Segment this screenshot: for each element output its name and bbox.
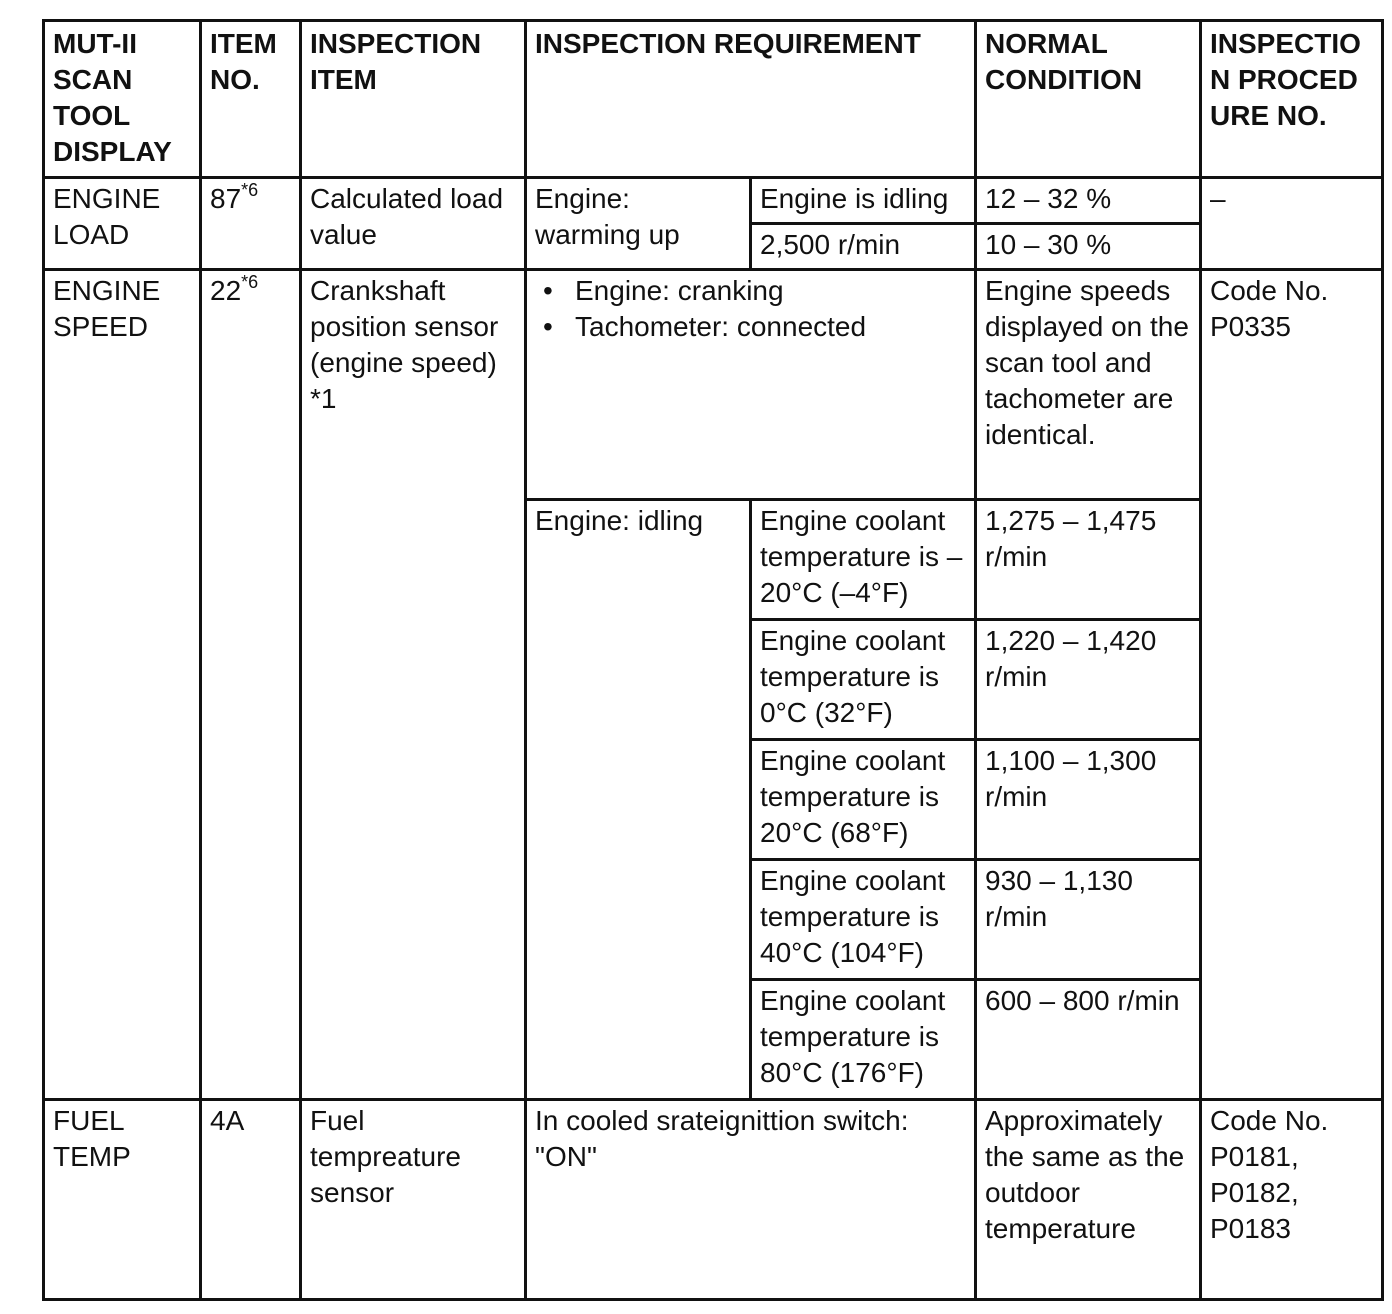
engine-speed-cranking-normal: Engine speeds displayed on the scan tool and tachometer are identical.	[976, 270, 1201, 500]
idling-sub-condition: Engine coolant temperature is –20°C (–4°F)	[751, 500, 976, 620]
item-no-value: 87	[210, 183, 242, 214]
idling-normal: 930 – 1,130 r/min	[976, 860, 1201, 980]
engine-load-item-no	[201, 178, 301, 270]
engine-load-item: Calculated load value	[301, 178, 526, 270]
procedure-line: P0182,	[1210, 1177, 1299, 1208]
engine-load-requirement: Engine: warming up	[526, 178, 751, 270]
list-item: • Engine: cranking	[535, 273, 966, 309]
engine-load-sub-condition: 2,500 r/min	[751, 224, 976, 270]
procedure-line: P0183	[1210, 1213, 1291, 1244]
idling-sub-condition: Engine coolant temperature is 20°C (68°F)	[751, 740, 976, 860]
header-procedure-no: INSPECTION PROCEDURE NO.	[1201, 21, 1383, 178]
footnote-ref: *6	[241, 272, 259, 292]
header-inspection-item: INSPECTION ITEM	[301, 21, 526, 178]
footnote-ref: *1	[310, 383, 337, 414]
engine-load-normal: 12 – 32 %	[976, 178, 1201, 224]
fuel-temp-item-no: 4A	[201, 1100, 301, 1300]
table-row	[44, 178, 1383, 224]
fuel-temp-item: Fuel tempreature sensor	[301, 1100, 526, 1300]
inspection-spec-table	[42, 19, 1384, 1301]
idling-normal: 1,100 – 1,300 r/min	[976, 740, 1201, 860]
fuel-temp-procedure	[1201, 1100, 1383, 1300]
engine-speed-procedure: Code No. P0335	[1201, 270, 1383, 1100]
engine-speed-item-text: Crankshaft position sensor (engine speed)	[310, 275, 499, 378]
header-item-no: ITEM NO.	[201, 21, 301, 178]
fuel-temp-normal: Approximately the same as the outdoor temperature	[976, 1100, 1201, 1300]
header-normal-condition: NORMAL CONDITION	[976, 21, 1201, 178]
header-inspection-requirement: INSPECTION REQUIREMENT	[526, 21, 976, 178]
footnote-ref: *6	[241, 180, 259, 200]
engine-speed-idling-requirement: Engine: idling	[526, 500, 751, 1100]
procedure-line: Code No.	[1210, 1105, 1329, 1136]
engine-speed-cranking-requirement	[526, 270, 976, 500]
engine-speed-display: ENGINE SPEED	[44, 270, 201, 1100]
list-item: • Tachometer: connected	[535, 309, 966, 345]
table-row	[44, 270, 1383, 500]
fuel-temp-display: FUEL TEMP	[44, 1100, 201, 1300]
engine-speed-item	[301, 270, 526, 1100]
item-no-value: 22	[210, 275, 242, 306]
header-scan-display: MUT-II SCAN TOOL DISPLAY	[44, 21, 201, 178]
table-row	[44, 1100, 1383, 1300]
requirement-bullet-list	[535, 273, 966, 345]
idling-normal: 1,220 – 1,420 r/min	[976, 620, 1201, 740]
idling-normal: 1,275 – 1,475 r/min	[976, 500, 1201, 620]
engine-load-sub-condition: Engine is idling	[751, 178, 976, 224]
engine-load-normal: 10 – 30 %	[976, 224, 1201, 270]
idling-sub-condition: Engine coolant temperature is 40°C (104°F)	[751, 860, 976, 980]
procedure-line: P0181,	[1210, 1141, 1299, 1172]
idling-sub-condition: Engine coolant temperature is 80°C (176°F)	[751, 980, 976, 1100]
header-row	[44, 21, 1383, 178]
idling-normal: 600 – 800 r/min	[976, 980, 1201, 1100]
idling-sub-condition: Engine coolant temperature is 0°C (32°F)	[751, 620, 976, 740]
engine-speed-item-no	[201, 270, 301, 1100]
engine-load-display: ENGINE LOAD	[44, 178, 201, 270]
fuel-temp-requirement: In cooled srateignittion switch: "ON"	[526, 1100, 976, 1300]
engine-load-procedure: –	[1201, 178, 1383, 270]
